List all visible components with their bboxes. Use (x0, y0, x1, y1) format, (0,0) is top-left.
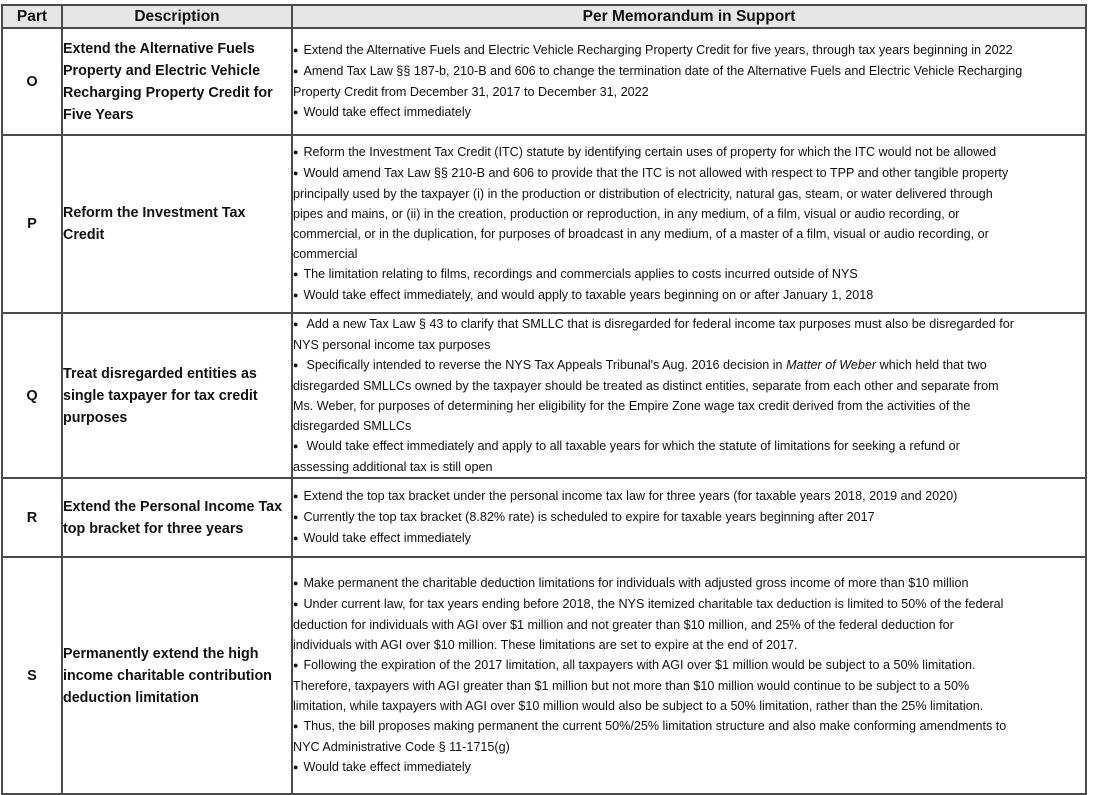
memo-cell (292, 135, 1086, 313)
description-cell (62, 557, 292, 794)
memo-line: disregarded SMLLCs (293, 419, 412, 433)
description-line: Treat disregarded entities as (63, 365, 257, 382)
description-line: purposes (63, 409, 128, 426)
memo-text: which held that two (876, 358, 987, 372)
memo-cell (292, 313, 1086, 478)
memo-bullet: ● The limitation relating to films, recordings and commercials applies to costs incurred outside of NYS (293, 264, 1085, 285)
memo-line: Therefore, taxpayers with AGI greater than $1 million but not more than $10 million would continue to be subject to a 50% (293, 679, 970, 693)
description-line: Property and Electric Vehicle (63, 62, 261, 79)
description-line: Five Years (63, 106, 134, 123)
table-row-o (2, 28, 1086, 135)
memo-cell (292, 28, 1086, 135)
memo-bullet: ● Would amend Tax Law §§ 210-B and 606 to provide that the ITC is not allowed with respect to TPP and other tangible property (293, 163, 1085, 184)
memo-line: NYC Administrative Code § 11-1715(g) (293, 740, 510, 754)
description-line: Extend the Alternative Fuels (63, 40, 255, 57)
table-row-p (2, 135, 1086, 313)
description-line: Recharging Property Credit for (63, 84, 273, 101)
memo-line: limitation, while taxpayers with AGI over $10 million would also be subject to a 50% limitation, rather than the 25% limitation. (293, 699, 984, 713)
memo-bullet: ● Would take effect immediately, and would apply to taxable years beginning on or after January 1, 2018 (293, 285, 1085, 306)
memorandum-table (1, 4, 1087, 795)
memo-line: principally used by the taxpayer (i) in the production or distribution of electricity, natural gas, steam, or water delivered through (293, 187, 993, 201)
memo-line: pipes and mains, or (ii) in the creation, production or reproduction, in any medium, of a film, visual or audio recording, or (293, 207, 960, 221)
description-line: income charitable contribution (63, 667, 272, 684)
description-line: Extend the Personal Income Tax (63, 498, 283, 515)
memo-bullet: ● Would take effect immediately (293, 102, 1085, 123)
description-line: top bracket for three years (63, 520, 244, 537)
header-row (2, 5, 1086, 28)
header-description: Description (62, 5, 292, 28)
part-cell: S (2, 557, 62, 794)
memo-bullet: ● Extend the Alternative Fuels and Electric Vehicle Recharging Property Credit for five years, through tax years beginning in 2022 (293, 40, 1085, 61)
part-cell: Q (2, 313, 62, 478)
memo-bullet: ● Thus, the bill proposes making permanent the current 50%/25% limitation structure and also make conforming amendments to (293, 716, 1085, 737)
memo-line: assessing additional tax is still open (293, 460, 493, 474)
description-cell (62, 313, 292, 478)
description-line: Permanently extend the high (63, 645, 259, 662)
part-cell: O (2, 28, 62, 135)
memo-cell (292, 557, 1086, 794)
memo-bullet: ● Would take effect immediately and apply to all taxable years for which the statute of limitations for seeking a refund or (293, 436, 1085, 457)
memo-line: disregarded SMLLCs owned by the taxpayer should be treated as distinct entities, separate from each other and separate from (293, 379, 999, 393)
memo-line: Ms. Weber, for purposes of determining her eligibility for the Empire Zone wage tax credit derived from the activities of the (293, 399, 971, 413)
memo-line: commercial (293, 247, 358, 261)
description-line: Reform the Investment Tax (63, 205, 246, 221)
memo-bullet: ● Would take effect immediately (293, 528, 1085, 549)
header-part: Part (2, 5, 62, 28)
description-cell (62, 135, 292, 313)
part-cell: P (2, 135, 62, 313)
memo-line: NYS personal income tax purposes (293, 338, 491, 352)
memo-line: commercial, or in the duplication, for purposes of broadcast in any medium, of a master of a film, visual or audio recording, or (293, 227, 989, 241)
memo-line: deduction for individuals with AGI over $1 million and not greater than $10 million, and 25% of the federal deduction for (293, 618, 954, 632)
memo-bullet: ● Add a new Tax Law § 43 to clarify that SMLLC that is disregarded for federal income tax purposes must also be disregarded for (293, 314, 1085, 335)
memo-bullet: ● Would take effect immediately (293, 757, 1085, 778)
description-line: deduction limitation (63, 689, 199, 706)
memo-bullet-with-citation (293, 355, 1085, 376)
table-row-r (2, 478, 1086, 557)
memo-cell (292, 478, 1086, 557)
description-line: Credit (63, 227, 105, 243)
description-line: single taxpayer for tax credit (63, 387, 258, 404)
memo-bullet: ● Following the expiration of the 2017 limitation, all taxpayers with AGI over $1 million would be subject to a 50% limitation. (293, 655, 1085, 676)
memo-text: Specifically intended to reverse the NYS Tax Appeals Tribunal's Aug. 2016 decision in (306, 358, 787, 372)
memo-bullet: ● Amend Tax Law §§ 187-b, 210-B and 606 to change the termination date of the Alternative Fuels and Electric Vehicle Recharging (293, 61, 1085, 82)
memo-bullet: ● Under current law, for tax years ending before 2018, the NYS itemized charitable tax deduction is limited to 50% of the federal (293, 594, 1085, 615)
memo-line: Property Credit from December 31, 2017 to December 31, 2022 (293, 85, 649, 99)
table-row-q (2, 313, 1086, 478)
memo-bullet: ● Currently the top tax bracket (8.82% rate) is scheduled to expire for taxable years beginning after 2017 (293, 507, 1085, 528)
header-memo: Per Memorandum in Support (292, 5, 1086, 28)
memo-line: individuals with AGI over $10 million. These limitations are set to expire at the end of 2017. (293, 638, 798, 652)
case-citation: Matter of Weber (786, 358, 877, 372)
memo-bullet: ● Extend the top tax bracket under the personal income tax law for three years (for taxable years 2018, 2019 and 2020) (293, 486, 1085, 507)
memo-bullet: ● Reform the Investment Tax Credit (ITC) statute by identifying certain uses of property for which the ITC would not be allowed (293, 142, 1085, 163)
part-cell: R (2, 478, 62, 557)
description-cell (62, 478, 292, 557)
description-cell (62, 28, 292, 135)
memo-bullet: ● Make permanent the charitable deduction limitations for individuals with adjusted gross income of more than $10 million (293, 573, 1085, 594)
table-row-s (2, 557, 1086, 794)
